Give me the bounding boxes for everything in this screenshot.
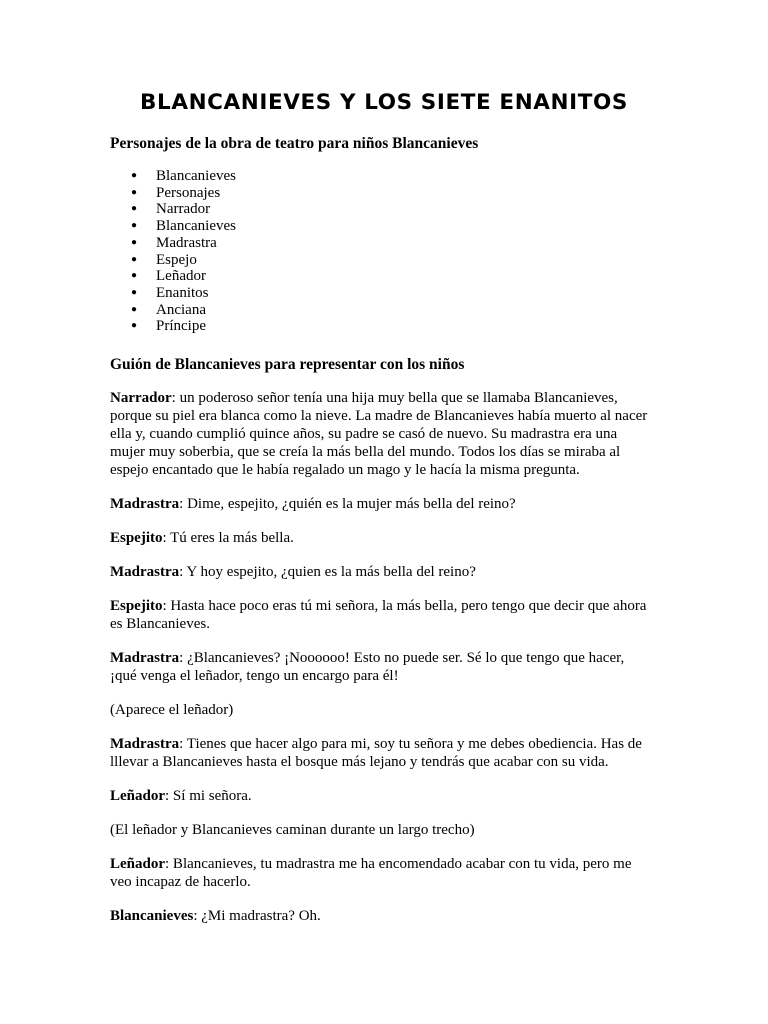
list-item: ● Espejo — [131, 251, 197, 268]
speaker-name: Leñador — [110, 788, 166, 804]
script-line — [110, 735, 650, 771]
list-item: ● Anciana — [131, 301, 206, 318]
line-text: (Aparece el leñador) — [110, 702, 234, 718]
script-line — [110, 787, 650, 805]
script-line — [110, 495, 650, 513]
list-item: ● Enanitos — [131, 284, 209, 301]
speaker-name: Madrastra — [110, 496, 180, 512]
bullet-icon: ● — [131, 303, 138, 315]
speaker-name: Blancanieves — [110, 908, 194, 924]
characters-list — [110, 168, 236, 335]
line-text: : ¿Mi madrastra? Oh. — [193, 908, 321, 924]
bullet-icon: ● — [131, 253, 138, 265]
list-item: ● Príncipe — [131, 318, 206, 335]
script-body — [110, 389, 650, 941]
speaker-name: Espejito — [110, 530, 163, 546]
speaker-name: Madrastra — [110, 650, 180, 666]
list-item: ● Leñador — [131, 268, 206, 285]
line-text: : Y hoy espejito, ¿quien es la más bella del reino? — [179, 564, 476, 580]
script-line — [110, 855, 650, 891]
line-text: : Dime, espejito, ¿quién es la mujer más bella del reino? — [179, 496, 516, 512]
bullet-icon: ● — [131, 320, 138, 332]
bullet-icon: ● — [131, 286, 138, 298]
script-line — [110, 907, 650, 925]
script-line — [110, 389, 650, 479]
bullet-icon: ● — [131, 186, 138, 198]
stage-direction — [110, 821, 650, 839]
speaker-name: Madrastra — [110, 564, 180, 580]
document-title: BLANCANIEVES Y LOS SIETE ENANITOS — [140, 90, 628, 115]
bullet-icon: ● — [131, 170, 138, 181]
bullet-icon: ● — [131, 220, 138, 232]
list-item: ● Personajes — [131, 184, 221, 201]
stage-direction — [110, 701, 650, 719]
speaker-name: Madrastra — [110, 736, 180, 752]
line-text: : Blancanieves, tu madrastra me ha encomendado acabar con tu vida, pero me veo incapaz de hacerlo. — [110, 856, 632, 890]
script-line — [110, 597, 650, 633]
bullet-icon: ● — [131, 270, 138, 282]
speaker-name: Narrador — [110, 390, 172, 406]
list-item: ● Narrador — [131, 201, 211, 218]
line-text: : Hasta hace poco eras tú mi señora, la más bella, pero tengo que decir que ahora es Blancanieves. — [110, 598, 647, 632]
script-line — [110, 649, 650, 685]
list-item: ● Blancanieves — [131, 168, 236, 184]
line-text: (El leñador y Blancanieves caminan durante un largo trecho) — [110, 822, 475, 838]
list-item: ● Blancanieves — [131, 218, 236, 235]
characters-heading: Personajes de la obra de teatro para niños Blancanieves — [110, 135, 479, 152]
script-line — [110, 529, 650, 547]
speaker-name: Espejito — [110, 598, 163, 614]
script-line — [110, 563, 650, 581]
bullet-icon: ● — [131, 236, 138, 248]
list-item: ● Madrastra — [131, 234, 217, 251]
line-text: : ¿Blancanieves? ¡Noooooo! Esto no puede ser. Sé lo que tengo que hacer, ¡qué venga el leñador, tengo un encargo para él! — [110, 650, 625, 684]
line-text: : Tú eres la más bella. — [162, 530, 294, 546]
script-heading: Guión de Blancanieves para representar con los niños — [110, 356, 465, 373]
line-text: : Tienes que hacer algo para mi, soy tu señora y me debes obediencia. Has de lllevar a Blancanieves hasta el bosque más lejano y tendrás que acabar con su vida. — [110, 736, 642, 770]
line-text: : Sí mi señora. — [165, 788, 252, 804]
bullet-icon: ● — [131, 203, 138, 215]
speaker-name: Leñador — [110, 856, 166, 872]
line-text: : un poderoso señor tenía una hija muy bella que se llamaba Blancanieves, porque su piel era blanca como la nieve. La madre de Blancanieves había muerto al nacer ella y, cuando cumplió quince años, su padre se casó de nuevo. Su madrastra era una mujer muy soberbia, que se creía la más bella del mundo. Todos los días se miraba al espejo encantado que le había regalado un mago y le hacía la misma pregunta. — [110, 390, 648, 478]
